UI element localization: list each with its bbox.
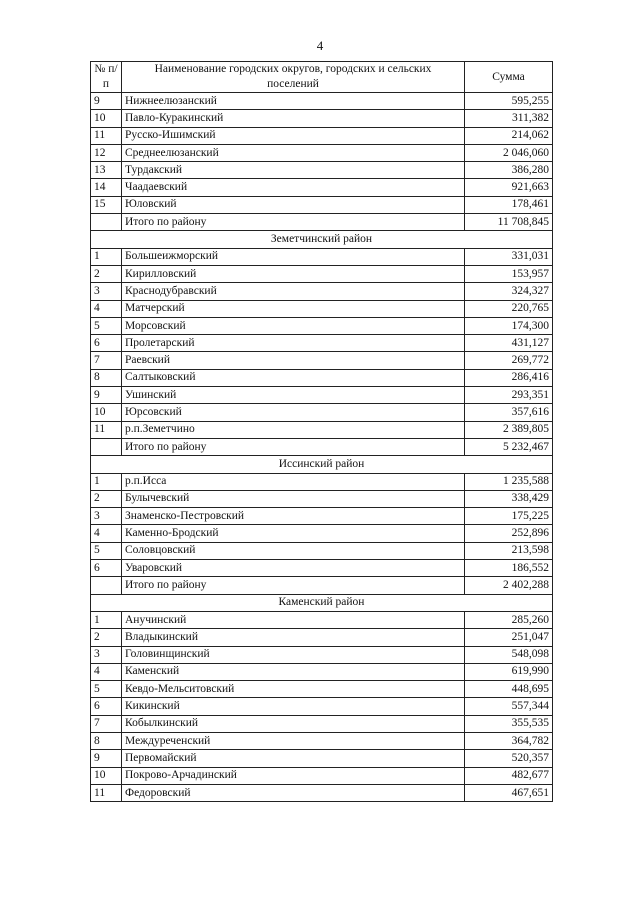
settlement-name: Раевский	[122, 352, 465, 369]
total-row	[91, 577, 553, 594]
table-row	[91, 127, 553, 144]
amount: 921,663	[465, 179, 553, 196]
table-header	[91, 62, 553, 93]
settlement-name: Булычевский	[122, 490, 465, 507]
settlement-name: р.п.Земетчино	[122, 421, 465, 438]
table-row	[91, 715, 553, 732]
row-number	[91, 214, 122, 231]
table-row	[91, 369, 553, 386]
row-number: 1	[91, 611, 122, 628]
row-number: 11	[91, 421, 122, 438]
table-row	[91, 663, 553, 680]
settlement-name: Краснодубравский	[122, 283, 465, 300]
row-number: 15	[91, 196, 122, 213]
row-number: 13	[91, 162, 122, 179]
settlement-name: Каменно-Бродский	[122, 525, 465, 542]
row-number: 6	[91, 335, 122, 352]
table-row	[91, 542, 553, 559]
amount: 548,098	[465, 646, 553, 663]
amount: 595,255	[465, 93, 553, 110]
table-row	[91, 162, 553, 179]
settlement-name: Владыкинский	[122, 629, 465, 646]
table-row	[91, 473, 553, 490]
table-row	[91, 525, 553, 542]
row-number: 14	[91, 179, 122, 196]
table-row	[91, 179, 553, 196]
table-row	[91, 335, 553, 352]
table-row	[91, 421, 553, 438]
total-amount: 2 402,288	[465, 577, 553, 594]
district-heading	[91, 231, 553, 248]
amount: 286,416	[465, 369, 553, 386]
row-number: 5	[91, 681, 122, 698]
district-heading	[91, 456, 553, 473]
settlement-name: Каменский	[122, 663, 465, 680]
amount: 1 235,588	[465, 473, 553, 490]
district-heading	[91, 594, 553, 611]
amount: 175,225	[465, 508, 553, 525]
table-row	[91, 732, 553, 749]
amount: 520,357	[465, 750, 553, 767]
table-row	[91, 508, 553, 525]
amount: 285,260	[465, 611, 553, 628]
table-row	[91, 110, 553, 127]
amount: 557,344	[465, 698, 553, 715]
table-row	[91, 750, 553, 767]
row-number: 10	[91, 110, 122, 127]
table-row	[91, 629, 553, 646]
row-number: 1	[91, 473, 122, 490]
settlement-name: Кевдо-Мельситовский	[122, 681, 465, 698]
total-label: Итого по району	[122, 214, 465, 231]
settlement-name: Ушинский	[122, 387, 465, 404]
amount: 214,062	[465, 127, 553, 144]
amount: 293,351	[465, 387, 553, 404]
amount: 252,896	[465, 525, 553, 542]
header-number: № п/п	[91, 62, 122, 93]
row-number: 3	[91, 646, 122, 663]
settlement-name: Кирилловский	[122, 265, 465, 282]
amount: 178,461	[465, 196, 553, 213]
settlement-name: Соловцовский	[122, 542, 465, 559]
amount: 355,535	[465, 715, 553, 732]
row-number: 10	[91, 404, 122, 421]
row-number: 8	[91, 369, 122, 386]
table-row	[91, 767, 553, 784]
settlement-name: Федоровский	[122, 784, 465, 801]
row-number: 9	[91, 387, 122, 404]
settlement-name: Юловский	[122, 196, 465, 213]
amount: 186,552	[465, 560, 553, 577]
total-amount: 5 232,467	[465, 438, 553, 455]
row-number: 9	[91, 93, 122, 110]
table-row	[91, 144, 553, 161]
table-row	[91, 646, 553, 663]
settlement-name: Уваровский	[122, 560, 465, 577]
district-title: Иссинский район	[91, 456, 553, 473]
amount: 331,031	[465, 248, 553, 265]
settlement-name: Морсовский	[122, 317, 465, 334]
amount: 386,280	[465, 162, 553, 179]
row-number: 12	[91, 144, 122, 161]
district-title: Земетчинский район	[91, 231, 553, 248]
table-row	[91, 265, 553, 282]
amount: 220,765	[465, 300, 553, 317]
settlement-name: Русско-Ишимский	[122, 127, 465, 144]
settlement-name: Головинщинский	[122, 646, 465, 663]
amount: 311,382	[465, 110, 553, 127]
amount: 213,598	[465, 542, 553, 559]
settlement-name: Пролетарский	[122, 335, 465, 352]
table-row	[91, 352, 553, 369]
amount: 251,047	[465, 629, 553, 646]
total-label: Итого по району	[122, 577, 465, 594]
row-number: 5	[91, 542, 122, 559]
row-number: 8	[91, 732, 122, 749]
settlement-name: Знаменско-Пестровский	[122, 508, 465, 525]
district-title: Каменский район	[91, 594, 553, 611]
row-number: 10	[91, 767, 122, 784]
settlement-name: Большеижморский	[122, 248, 465, 265]
table-row	[91, 404, 553, 421]
settlement-name: Матчерский	[122, 300, 465, 317]
settlement-name: Турдакский	[122, 162, 465, 179]
table-row	[91, 681, 553, 698]
amount: 357,616	[465, 404, 553, 421]
row-number: 1	[91, 248, 122, 265]
table-row	[91, 248, 553, 265]
table-row	[91, 196, 553, 213]
row-number: 4	[91, 300, 122, 317]
table-row	[91, 698, 553, 715]
amount: 364,782	[465, 732, 553, 749]
amount: 467,651	[465, 784, 553, 801]
row-number	[91, 577, 122, 594]
settlement-name: Анучинский	[122, 611, 465, 628]
amount: 431,127	[465, 335, 553, 352]
header-sum: Сумма	[465, 62, 553, 93]
total-row	[91, 214, 553, 231]
table-row	[91, 560, 553, 577]
table-row	[91, 93, 553, 110]
header-name: Наименование городских округов, городских и сельских поселений	[122, 62, 465, 93]
table-row	[91, 490, 553, 507]
settlement-name: р.п.Исса	[122, 473, 465, 490]
row-number: 9	[91, 750, 122, 767]
settlement-name: Чаадаевский	[122, 179, 465, 196]
total-row	[91, 438, 553, 455]
settlement-name: Кикинский	[122, 698, 465, 715]
row-number: 11	[91, 127, 122, 144]
row-number: 4	[91, 663, 122, 680]
amount: 2 046,060	[465, 144, 553, 161]
row-number: 3	[91, 508, 122, 525]
row-number: 3	[91, 283, 122, 300]
settlement-name: Павло-Куракинский	[122, 110, 465, 127]
settlement-name: Нижнеелюзанский	[122, 93, 465, 110]
settlement-name: Среднеелюзанский	[122, 144, 465, 161]
row-number: 11	[91, 784, 122, 801]
amount: 2 389,805	[465, 421, 553, 438]
row-number: 6	[91, 560, 122, 577]
row-number: 2	[91, 629, 122, 646]
settlement-name: Первомайский	[122, 750, 465, 767]
row-number: 2	[91, 490, 122, 507]
amount: 269,772	[465, 352, 553, 369]
table-row	[91, 784, 553, 801]
table-row	[91, 283, 553, 300]
settlement-name: Кобылкинский	[122, 715, 465, 732]
total-amount: 11 708,845	[465, 214, 553, 231]
settlement-name: Юрсовский	[122, 404, 465, 421]
amount: 448,695	[465, 681, 553, 698]
amount: 324,327	[465, 283, 553, 300]
row-number: 5	[91, 317, 122, 334]
amount: 153,957	[465, 265, 553, 282]
row-number: 7	[91, 715, 122, 732]
row-number	[91, 438, 122, 455]
amount: 482,677	[465, 767, 553, 784]
settlement-name: Салтыковский	[122, 369, 465, 386]
row-number: 2	[91, 265, 122, 282]
settlement-name: Покрово-Арчадинский	[122, 767, 465, 784]
table-row	[91, 300, 553, 317]
total-label: Итого по району	[122, 438, 465, 455]
row-number: 6	[91, 698, 122, 715]
amount: 338,429	[465, 490, 553, 507]
page-number: 4	[316, 38, 324, 53]
table-row	[91, 387, 553, 404]
table-body	[91, 93, 553, 802]
budget-table	[90, 61, 553, 802]
table-row	[91, 611, 553, 628]
row-number: 4	[91, 525, 122, 542]
row-number: 7	[91, 352, 122, 369]
amount: 174,300	[465, 317, 553, 334]
amount: 619,990	[465, 663, 553, 680]
settlement-name: Междуреченский	[122, 732, 465, 749]
table-row	[91, 317, 553, 334]
